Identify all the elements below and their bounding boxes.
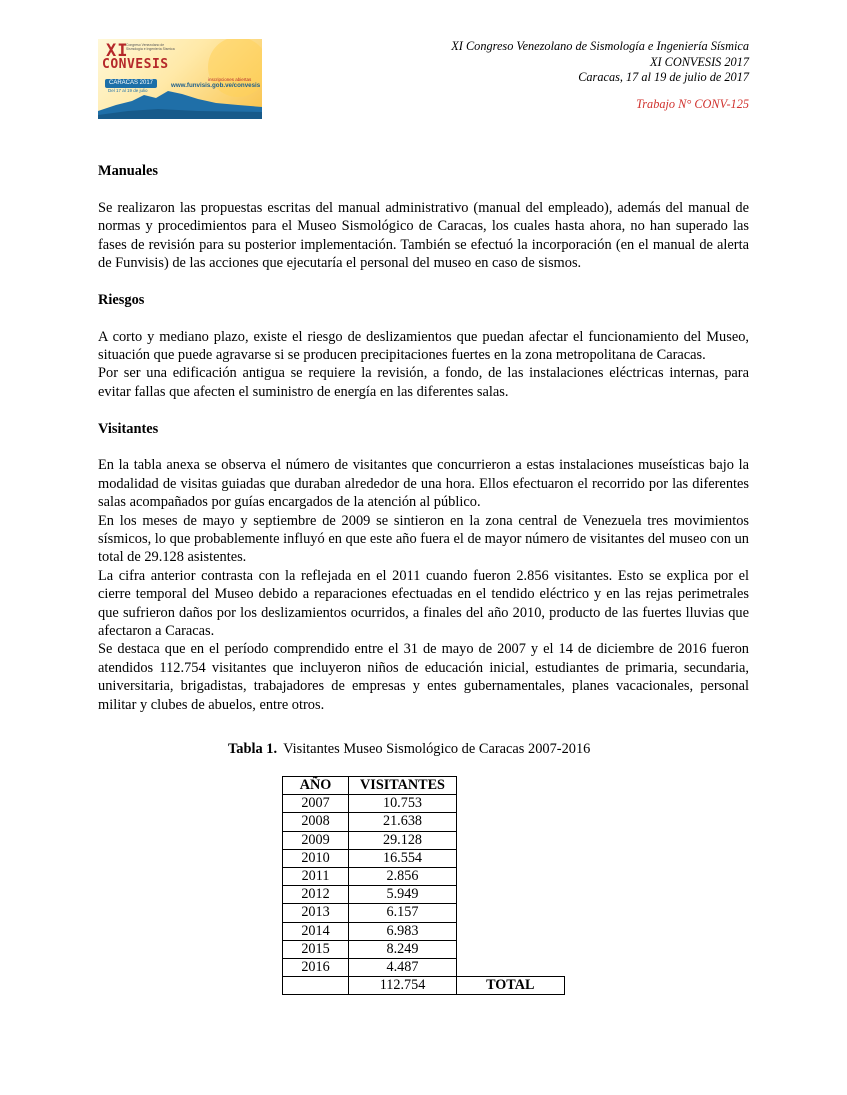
visitors-cell: 16.554 [349, 849, 457, 867]
table-caption-text: Visitantes Museo Sismológico de Caracas 2007-2016 [283, 741, 591, 757]
visitors-cell: 10.753 [349, 795, 457, 813]
table-row [283, 849, 565, 867]
header-year: AÑO [283, 777, 349, 795]
year-cell: 2009 [283, 831, 349, 849]
total-empty-cell [283, 977, 349, 995]
year-cell: 2007 [283, 795, 349, 813]
empty-cell [457, 777, 565, 795]
year-cell: 2012 [283, 886, 349, 904]
conference-header [451, 39, 749, 112]
table-row [283, 867, 565, 885]
total-label-cell: TOTAL [457, 977, 565, 995]
convesis-logo [98, 39, 262, 119]
paper-body [98, 162, 749, 714]
visitors-cell: 2.856 [349, 867, 457, 885]
year-cell: 2011 [283, 867, 349, 885]
year-cell: 2010 [283, 849, 349, 867]
header-visitors: VISITANTES [349, 777, 457, 795]
table-row [283, 922, 565, 940]
table-caption [228, 741, 590, 758]
table-row [283, 831, 565, 849]
table-header-row [283, 777, 565, 795]
visitors-cell: 29.128 [349, 831, 457, 849]
visitantes-paragraph-3: La cifra anterior contrasta con la reflejada en el 2011 cuando fueron 2.856 visitantes. Esto se explica por el cierre temporal del Museo debido a reparaciones efectuadas en el tendido eléctrico y en las rejas perimetrales que sufrieron daños por los deslizamientos ocurridos, a finales del año 2010, producto de las fuertes lluvias que afectaron a Caracas. [98, 567, 749, 640]
riesgos-paragraph-2: Por ser una edificación antigua se requiere la revisión, a fondo, de las instalaciones eléctricas internas, para evitar fallas que afecten el suministro de energía en las diferentes salas. [98, 365, 749, 400]
total-value-cell: 112.754 [349, 977, 457, 995]
trabajo-number: Trabajo N° CONV-125 [636, 96, 749, 111]
visitors-cell: 5.949 [349, 886, 457, 904]
logo-dates: Del 17 al 19 de julio [108, 88, 148, 93]
year-cell: 2016 [283, 958, 349, 976]
logo-inscriptions: inscripciones abiertas [208, 77, 252, 82]
visitors-cell: 4.487 [349, 958, 457, 976]
logo-name: CONVESIS [102, 57, 169, 72]
visitors-cell: 6.157 [349, 904, 457, 922]
riesgos-paragraph-1: A corto y mediano plazo, existe el riesgo de deslizamientos que puedan afectar el funcionamiento del Museo, situación que puede agravarse si se producen precipitaciones fuertes en la zona metropolitana de Caracas. [98, 328, 749, 364]
year-cell: 2008 [283, 813, 349, 831]
header-line-3: Caracas, 17 al 19 de julio de 2017 [578, 70, 749, 84]
header-line-1: XI Congreso Venezolano de Sismología e Ingeniería Sísmica [451, 39, 749, 53]
logo-url: www.funvisis.gob.ve/convesis [171, 82, 261, 89]
visitantes-paragraph-4: Se destaca que en el período comprendido entre el 31 de mayo de 2007 y el 14 de diciembre de 2016 fueron atendidos 112.754 visitantes que incluyeron niños de educación inicial, estudiantes de primaria, secundaria, universitaria, brigadistas, trabajadores de empresas y entes gubernamentales, planes vacacionales, personal militar y clubes de abuelos, entre otros. [98, 641, 749, 713]
table-row [283, 813, 565, 831]
year-cell: 2015 [283, 940, 349, 958]
logo-badge: CARACAS 2017 [105, 79, 157, 88]
visitantes-paragraph-1: En la tabla anexa se observa el número de visitantes que concurrieron a estas instalaciones museísticas bajo la modalidad de visitas guiadas que duraban alrededor de una hora. Ellos efectuaron el recorrido por las diferentes salas acompañados por guías encargados de la atención al público. [98, 457, 749, 511]
visitors-cell: 6.983 [349, 922, 457, 940]
logo-tagline: Congreso Venezolano de Sismología e Ingeniería Sísmica [126, 43, 175, 51]
table-row [283, 795, 565, 813]
table-label: Tabla 1. [228, 741, 278, 757]
visitors-cell: 21.638 [349, 813, 457, 831]
table-row [283, 940, 565, 958]
table-total-row [283, 977, 565, 995]
section-title-riesgos: Riesgos [98, 291, 145, 308]
table-row [283, 886, 565, 904]
visitantes-paragraph-2: En los meses de mayo y septiembre de 2009 se sintieron en la zona central de Venezuela tres movimientos sísmicos, lo que probablemente influyó en que este año fuera el de mayor número de visitantes del museo con un total de 29.128 asistentes. [98, 512, 749, 566]
section-title-visitantes: Visitantes [98, 420, 159, 437]
logo-edition: XI [106, 41, 129, 61]
year-cell: 2014 [283, 922, 349, 940]
table-row [283, 958, 565, 976]
visitors-table [282, 776, 565, 995]
table-row [283, 904, 565, 922]
section-title-manuales: Manuales [98, 163, 158, 179]
manuales-paragraph: Se realizaron las propuestas escritas del manual administrativo (manual del empleado), además del manual de normas y procedimientos para el Museo Sismológico de Caracas, los cuales hasta ahora, no han superado las fases de revisión para su posterior implementación. También se efectuó la incorporación (en el manual de alerta de Funvisis) de las acciones que ejecutaría el personal del museo en caso de sismos. [98, 199, 749, 272]
header-line-2: XI CONVESIS 2017 [649, 54, 749, 69]
visitors-cell: 8.249 [349, 940, 457, 958]
year-cell: 2013 [283, 904, 349, 922]
